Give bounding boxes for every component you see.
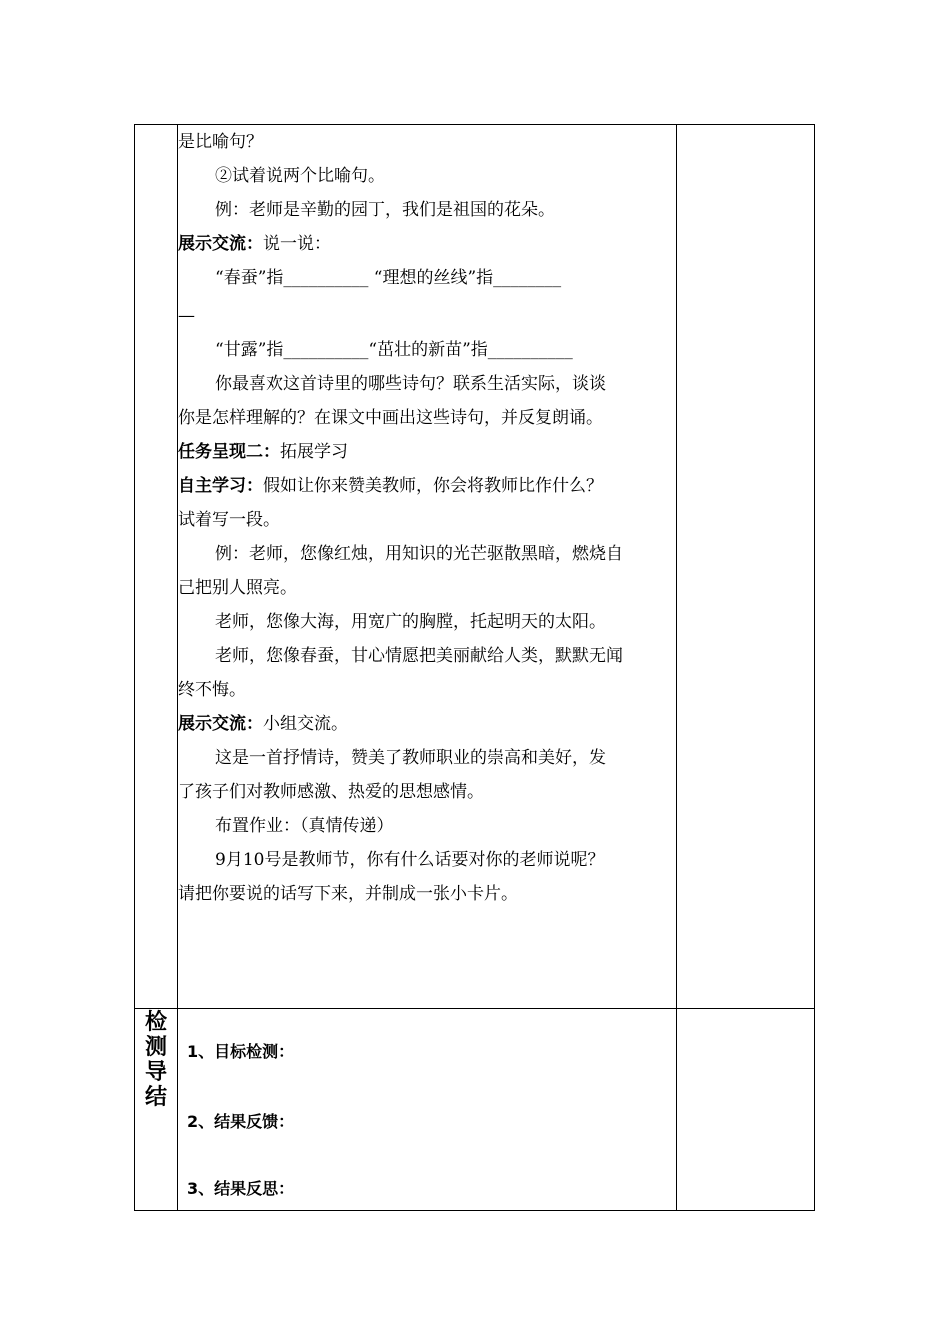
section-heading: 任务呈现二： [178, 442, 280, 462]
row-divider [135, 1008, 814, 1009]
text-line: 这是一首抒情诗，赞美了教师职业的崇高和美好，发 [215, 748, 606, 768]
text-line: 请把你要说的话写下来，并制成一张小卡片。 [178, 884, 518, 904]
text-line: 展示交流：小组交流。 [178, 714, 348, 734]
text-line: 老师，您像春蚕，甘心情愿把美丽献给人类，默默无闻 [215, 646, 623, 666]
text-line: 试着写一段。 [178, 510, 280, 530]
text-line: ②试着说两个比喻句。 [215, 166, 385, 186]
text-line: 例：老师是辛勤的园丁，我们是祖国的花朵。 [215, 200, 555, 220]
text-line: 了孩子们对教师感激、热爱的思想感情。 [178, 782, 484, 802]
text-line: 己把别人照亮。 [178, 578, 297, 598]
text-line: 展示交流：说一说： [178, 234, 331, 254]
fill-blank-line: “春蚕”指__________ “理想的丝线”指________ [215, 268, 562, 288]
text-line: 老师，您像大海，用宽广的胸膛，托起明天的太阳。 [215, 612, 606, 632]
check-item: 2、结果反馈： [187, 1112, 295, 1131]
text-line: 你最喜欢这首诗里的哪些诗句？联系生活实际，谈谈 [215, 374, 606, 394]
text-line: 你是怎样理解的？在课文中画出这些诗句，并反复朗诵。 [178, 408, 603, 428]
fill-blank-line: “甘露”指__________“茁壮的新苗”指__________ [215, 340, 573, 360]
section-label: 检 测 导 结 [144, 1010, 167, 1110]
column-divider-right [676, 125, 677, 1210]
text-line: 终不悔。 [178, 680, 246, 700]
text-line: 自主学习：假如让你来赞美教师，你会将教师比作什么？ [178, 476, 603, 496]
text-line: 是比喻句？ [178, 132, 263, 152]
text-line: 任务呈现二：拓展学习 [178, 442, 348, 462]
text-line: 例：老师，您像红烛，用知识的光芒驱散黑暗，燃烧自 [215, 544, 623, 564]
text-line: 布置作业：（真情传递） [215, 816, 394, 836]
lesson-content [178, 125, 673, 911]
section-heading: 展示交流： [178, 234, 263, 254]
section-heading: 展示交流： [178, 714, 263, 734]
check-item: 1、目标检测： [187, 1042, 295, 1061]
check-item: 3、结果反思： [187, 1179, 295, 1198]
lesson-table [134, 124, 815, 1211]
text-line: 9月10号是教师节，你有什么话要对你的老师说呢？ [215, 850, 605, 870]
text-line: — [178, 306, 195, 326]
section-heading: 自主学习： [178, 476, 263, 496]
